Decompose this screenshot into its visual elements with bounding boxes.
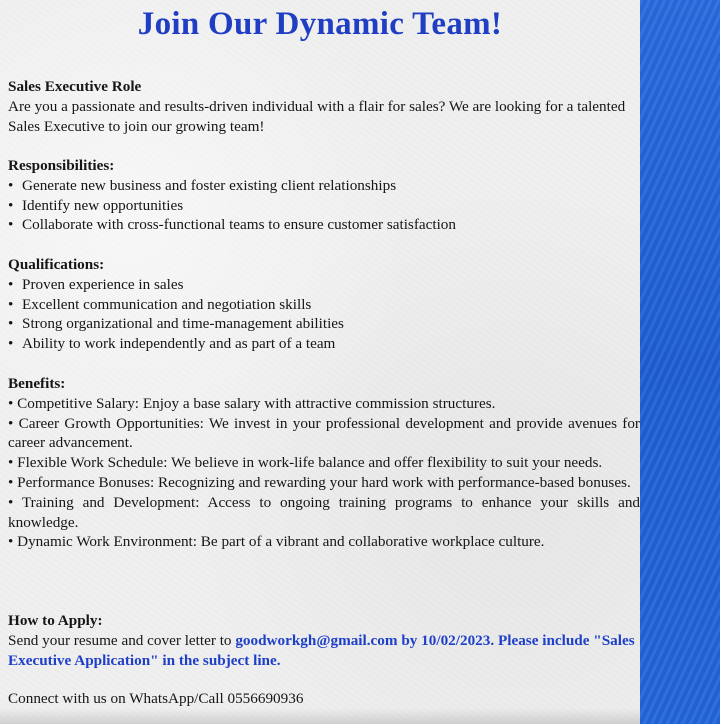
list-item: • Proven experience in sales xyxy=(8,275,640,295)
flyer-title: Join Our Dynamic Team! xyxy=(137,6,503,42)
role-description: Are you a passionate and results-driven individual with a flair for sales? We are looking for a talented Sales Executive to join our growing team! xyxy=(8,97,626,135)
blue-side-band xyxy=(640,0,720,724)
qualifications-heading: Qualifications: xyxy=(8,256,105,273)
list-item: • Identify new opportunities xyxy=(8,196,640,216)
list-item: • Excellent communication and negotiation skills xyxy=(8,295,640,315)
list-item: • Strong organizational and time-management abilities xyxy=(8,314,640,334)
qualifications-list xyxy=(8,275,640,354)
responsibilities-section xyxy=(8,156,640,235)
benefits-section xyxy=(8,374,640,552)
list-item: • Ability to work independently and as part of a team xyxy=(8,334,640,354)
contact-line: Connect with us on WhatsApp/Call 0556690936 xyxy=(8,690,304,707)
qualifications-section xyxy=(8,255,640,354)
responsibilities-heading: Responsibilities: xyxy=(8,157,115,174)
list-item: • Generate new business and foster existing client relationships xyxy=(8,176,640,196)
benefit-item: • Flexible Work Schedule: We believe in work-life balance and offer flexibility to suit your needs. xyxy=(8,454,603,472)
apply-email-and-deadline: goodworkgh@gmail.com by 10/02/2023. Please include "Sales Executive Application" in the subject line. xyxy=(8,631,635,669)
how-to-apply-section xyxy=(8,611,640,670)
benefit-item: • Career Growth Opportunities: We invest in your professional development and provide avenues for career advancement. xyxy=(8,414,640,452)
apply-heading: How to Apply: xyxy=(8,612,103,629)
apply-instructions: Send your resume and cover letter to goodworkgh@gmail.com by 10/02/2023. Please include "Sales Executive Application" in the subject line. xyxy=(8,631,635,669)
benefit-item: • Training and Development: Access to ongoing training programs to enhance your skills and knowledge. xyxy=(8,493,641,531)
responsibilities-list xyxy=(8,176,640,235)
list-item: • Collaborate with cross-functional teams to ensure customer satisfaction xyxy=(8,215,640,235)
benefits-heading: Benefits: xyxy=(8,375,66,392)
bottom-shadow xyxy=(0,708,640,724)
intro-section xyxy=(8,77,640,136)
role-heading: Sales Executive Role xyxy=(8,78,142,95)
benefit-item: • Competitive Salary: Enjoy a base salary with attractive commission structures. xyxy=(8,394,496,412)
benefit-item: • Dynamic Work Environment: Be part of a vibrant and collaborative workplace culture. xyxy=(8,533,545,551)
benefit-item: • Performance Bonuses: Recognizing and rewarding your hard work with performance-based bonuses. xyxy=(8,473,631,491)
